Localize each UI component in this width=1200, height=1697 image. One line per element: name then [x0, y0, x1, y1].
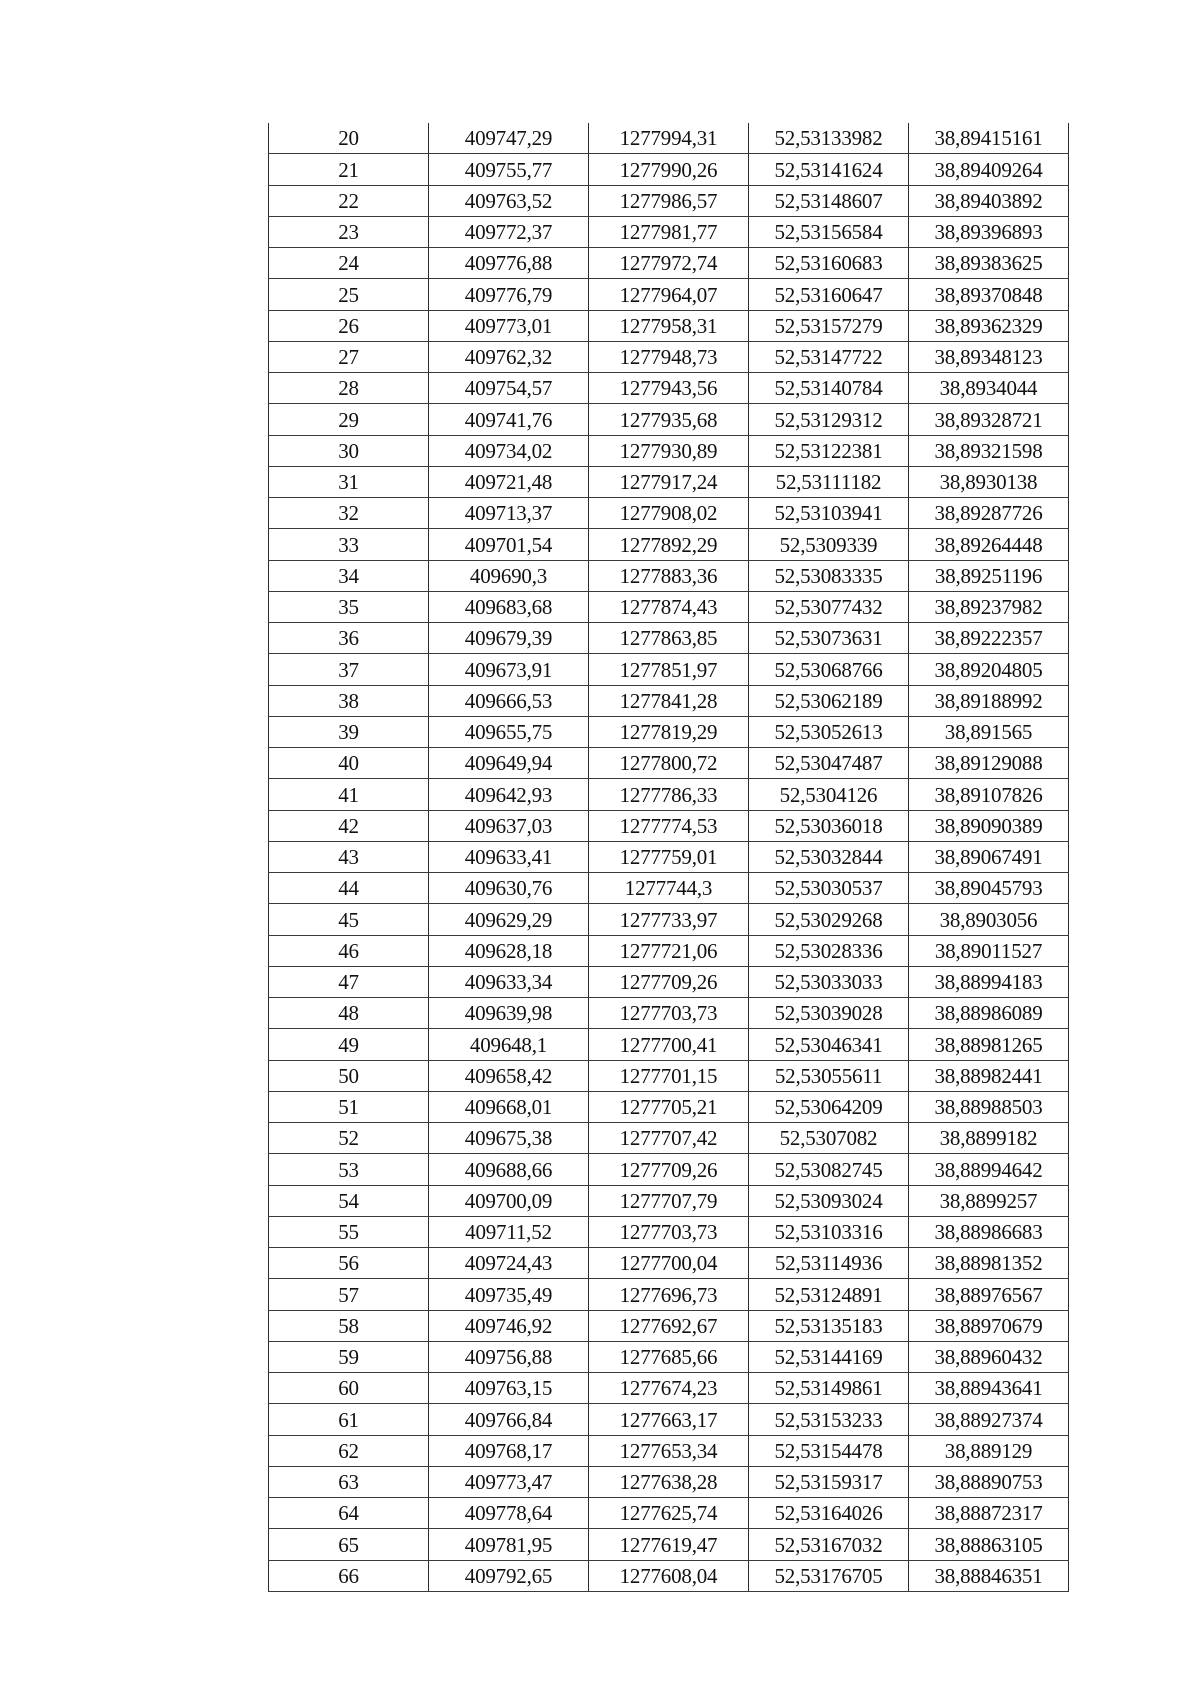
- latitude-cell: 52,53141624: [749, 154, 909, 185]
- point-number-cell: 21: [269, 154, 429, 185]
- x-coordinate-cell: 409766,84: [429, 1404, 589, 1435]
- point-number-cell: 60: [269, 1373, 429, 1404]
- latitude-cell: 52,53140784: [749, 373, 909, 404]
- y-coordinate-cell: 1277709,26: [589, 1154, 749, 1185]
- table-row: [269, 810, 1069, 841]
- y-coordinate-cell: 1277863,85: [589, 623, 749, 654]
- point-number-cell: 23: [269, 216, 429, 247]
- x-coordinate-cell: 409633,34: [429, 966, 589, 997]
- y-coordinate-cell: 1277908,02: [589, 498, 749, 529]
- x-coordinate-cell: 409724,43: [429, 1248, 589, 1279]
- latitude-cell: 52,53160683: [749, 248, 909, 279]
- y-coordinate-cell: 1277709,26: [589, 966, 749, 997]
- table-row: [269, 1373, 1069, 1404]
- y-coordinate-cell: 1277851,97: [589, 654, 749, 685]
- longitude-cell: 38,88927374: [909, 1404, 1069, 1435]
- y-coordinate-cell: 1277800,72: [589, 748, 749, 779]
- x-coordinate-cell: 409637,03: [429, 810, 589, 841]
- table-row: [269, 185, 1069, 216]
- longitude-cell: 38,89011527: [909, 935, 1069, 966]
- x-coordinate-cell: 409735,49: [429, 1279, 589, 1310]
- longitude-cell: 38,89067491: [909, 841, 1069, 872]
- latitude-cell: 52,53164026: [749, 1498, 909, 1529]
- point-number-cell: 22: [269, 185, 429, 216]
- longitude-cell: 38,89321598: [909, 435, 1069, 466]
- longitude-cell: 38,88976567: [909, 1279, 1069, 1310]
- x-coordinate-cell: 409741,76: [429, 404, 589, 435]
- y-coordinate-cell: 1277700,41: [589, 1029, 749, 1060]
- y-coordinate-cell: 1277608,04: [589, 1560, 749, 1591]
- longitude-cell: 38,8899257: [909, 1185, 1069, 1216]
- longitude-cell: 38,89107826: [909, 779, 1069, 810]
- longitude-cell: 38,88890753: [909, 1466, 1069, 1497]
- longitude-cell: 38,8903056: [909, 904, 1069, 935]
- longitude-cell: 38,88981352: [909, 1248, 1069, 1279]
- longitude-cell: 38,89348123: [909, 341, 1069, 372]
- latitude-cell: 52,53148607: [749, 185, 909, 216]
- latitude-cell: 52,53144169: [749, 1341, 909, 1372]
- longitude-cell: 38,88846351: [909, 1560, 1069, 1591]
- longitude-cell: 38,89188992: [909, 685, 1069, 716]
- table-row: [269, 966, 1069, 997]
- longitude-cell: 38,88988503: [909, 1091, 1069, 1122]
- x-coordinate-cell: 409701,54: [429, 529, 589, 560]
- point-number-cell: 45: [269, 904, 429, 935]
- longitude-cell: 38,88872317: [909, 1498, 1069, 1529]
- table-row: [269, 1466, 1069, 1497]
- table-row: [269, 1185, 1069, 1216]
- x-coordinate-cell: 409773,47: [429, 1466, 589, 1497]
- table-row: [269, 216, 1069, 247]
- point-number-cell: 58: [269, 1310, 429, 1341]
- y-coordinate-cell: 1277705,21: [589, 1091, 749, 1122]
- latitude-cell: 52,53033033: [749, 966, 909, 997]
- latitude-cell: 52,53036018: [749, 810, 909, 841]
- longitude-cell: 38,89204805: [909, 654, 1069, 685]
- point-number-cell: 43: [269, 841, 429, 872]
- point-number-cell: 20: [269, 123, 429, 154]
- table-row: [269, 935, 1069, 966]
- longitude-cell: 38,8930138: [909, 466, 1069, 497]
- point-number-cell: 32: [269, 498, 429, 529]
- x-coordinate-cell: 409763,52: [429, 185, 589, 216]
- longitude-cell: 38,89383625: [909, 248, 1069, 279]
- longitude-cell: 38,89287726: [909, 498, 1069, 529]
- longitude-cell: 38,88994183: [909, 966, 1069, 997]
- x-coordinate-cell: 409629,29: [429, 904, 589, 935]
- y-coordinate-cell: 1277696,73: [589, 1279, 749, 1310]
- point-number-cell: 61: [269, 1404, 429, 1435]
- y-coordinate-cell: 1277943,56: [589, 373, 749, 404]
- y-coordinate-cell: 1277744,3: [589, 873, 749, 904]
- table-row: [269, 1279, 1069, 1310]
- table-row: [269, 654, 1069, 685]
- table-row: [269, 248, 1069, 279]
- x-coordinate-cell: 409639,98: [429, 998, 589, 1029]
- point-number-cell: 31: [269, 466, 429, 497]
- table-row: [269, 716, 1069, 747]
- point-number-cell: 24: [269, 248, 429, 279]
- point-number-cell: 34: [269, 560, 429, 591]
- table-row: [269, 1560, 1069, 1591]
- point-number-cell: 66: [269, 1560, 429, 1591]
- longitude-cell: 38,89045793: [909, 873, 1069, 904]
- point-number-cell: 64: [269, 1498, 429, 1529]
- table-row: [269, 1123, 1069, 1154]
- point-number-cell: 29: [269, 404, 429, 435]
- x-coordinate-cell: 409658,42: [429, 1060, 589, 1091]
- x-coordinate-cell: 409628,18: [429, 935, 589, 966]
- table-row: [269, 1060, 1069, 1091]
- x-coordinate-cell: 409792,65: [429, 1560, 589, 1591]
- x-coordinate-cell: 409762,32: [429, 341, 589, 372]
- point-number-cell: 33: [269, 529, 429, 560]
- point-number-cell: 55: [269, 1216, 429, 1247]
- x-coordinate-cell: 409763,15: [429, 1373, 589, 1404]
- point-number-cell: 63: [269, 1466, 429, 1497]
- latitude-cell: 52,53055611: [749, 1060, 909, 1091]
- y-coordinate-cell: 1277972,74: [589, 248, 749, 279]
- longitude-cell: 38,8899182: [909, 1123, 1069, 1154]
- point-number-cell: 37: [269, 654, 429, 685]
- longitude-cell: 38,88970679: [909, 1310, 1069, 1341]
- longitude-cell: 38,88863105: [909, 1529, 1069, 1560]
- latitude-cell: 52,53093024: [749, 1185, 909, 1216]
- table-row: [269, 779, 1069, 810]
- x-coordinate-cell: 409746,92: [429, 1310, 589, 1341]
- x-coordinate-cell: 409630,76: [429, 873, 589, 904]
- point-number-cell: 57: [269, 1279, 429, 1310]
- y-coordinate-cell: 1277883,36: [589, 560, 749, 591]
- table-row: [269, 1154, 1069, 1185]
- y-coordinate-cell: 1277930,89: [589, 435, 749, 466]
- latitude-cell: 52,53156584: [749, 216, 909, 247]
- longitude-cell: 38,88986089: [909, 998, 1069, 1029]
- longitude-cell: 38,89328721: [909, 404, 1069, 435]
- y-coordinate-cell: 1277786,33: [589, 779, 749, 810]
- x-coordinate-cell: 409713,37: [429, 498, 589, 529]
- longitude-cell: 38,88986683: [909, 1216, 1069, 1247]
- latitude-cell: 52,53111182: [749, 466, 909, 497]
- y-coordinate-cell: 1277721,06: [589, 935, 749, 966]
- y-coordinate-cell: 1277707,79: [589, 1185, 749, 1216]
- y-coordinate-cell: 1277619,47: [589, 1529, 749, 1560]
- table-row: [269, 873, 1069, 904]
- longitude-cell: 38,89370848: [909, 279, 1069, 310]
- latitude-cell: 52,53167032: [749, 1529, 909, 1560]
- point-number-cell: 51: [269, 1091, 429, 1122]
- latitude-cell: 52,53028336: [749, 935, 909, 966]
- y-coordinate-cell: 1277892,29: [589, 529, 749, 560]
- table-row: [269, 498, 1069, 529]
- table-row: [269, 310, 1069, 341]
- y-coordinate-cell: 1277685,66: [589, 1341, 749, 1372]
- coordinates-table-body: [269, 123, 1069, 1591]
- latitude-cell: 52,53077432: [749, 591, 909, 622]
- latitude-cell: 52,5309339: [749, 529, 909, 560]
- latitude-cell: 52,53153233: [749, 1404, 909, 1435]
- point-number-cell: 28: [269, 373, 429, 404]
- longitude-cell: 38,89090389: [909, 810, 1069, 841]
- y-coordinate-cell: 1277701,15: [589, 1060, 749, 1091]
- x-coordinate-cell: 409688,66: [429, 1154, 589, 1185]
- x-coordinate-cell: 409648,1: [429, 1029, 589, 1060]
- table-row: [269, 904, 1069, 935]
- table-row: [269, 1248, 1069, 1279]
- table-row: [269, 623, 1069, 654]
- latitude-cell: 52,53149861: [749, 1373, 909, 1404]
- latitude-cell: 52,53147722: [749, 341, 909, 372]
- x-coordinate-cell: 409690,3: [429, 560, 589, 591]
- table-row: [269, 748, 1069, 779]
- table-row: [269, 373, 1069, 404]
- latitude-cell: 52,53073631: [749, 623, 909, 654]
- table-row: [269, 1029, 1069, 1060]
- latitude-cell: 52,53159317: [749, 1466, 909, 1497]
- x-coordinate-cell: 409649,94: [429, 748, 589, 779]
- point-number-cell: 48: [269, 998, 429, 1029]
- x-coordinate-cell: 409700,09: [429, 1185, 589, 1216]
- point-number-cell: 65: [269, 1529, 429, 1560]
- point-number-cell: 30: [269, 435, 429, 466]
- point-number-cell: 27: [269, 341, 429, 372]
- table-row: [269, 1404, 1069, 1435]
- point-number-cell: 35: [269, 591, 429, 622]
- longitude-cell: 38,88981265: [909, 1029, 1069, 1060]
- y-coordinate-cell: 1277917,24: [589, 466, 749, 497]
- point-number-cell: 39: [269, 716, 429, 747]
- y-coordinate-cell: 1277733,97: [589, 904, 749, 935]
- point-number-cell: 54: [269, 1185, 429, 1216]
- y-coordinate-cell: 1277964,07: [589, 279, 749, 310]
- latitude-cell: 52,53160647: [749, 279, 909, 310]
- table-row: [269, 1216, 1069, 1247]
- y-coordinate-cell: 1277948,73: [589, 341, 749, 372]
- latitude-cell: 52,53176705: [749, 1560, 909, 1591]
- y-coordinate-cell: 1277819,29: [589, 716, 749, 747]
- x-coordinate-cell: 409666,53: [429, 685, 589, 716]
- point-number-cell: 41: [269, 779, 429, 810]
- table-row: [269, 1529, 1069, 1560]
- table-row: [269, 341, 1069, 372]
- point-number-cell: 42: [269, 810, 429, 841]
- latitude-cell: 52,53114936: [749, 1248, 909, 1279]
- point-number-cell: 40: [269, 748, 429, 779]
- latitude-cell: 52,5304126: [749, 779, 909, 810]
- point-number-cell: 44: [269, 873, 429, 904]
- x-coordinate-cell: 409675,38: [429, 1123, 589, 1154]
- point-number-cell: 36: [269, 623, 429, 654]
- latitude-cell: 52,53047487: [749, 748, 909, 779]
- longitude-cell: 38,8934044: [909, 373, 1069, 404]
- longitude-cell: 38,89222357: [909, 623, 1069, 654]
- y-coordinate-cell: 1277874,43: [589, 591, 749, 622]
- y-coordinate-cell: 1277692,67: [589, 1310, 749, 1341]
- y-coordinate-cell: 1277994,31: [589, 123, 749, 154]
- table-row: [269, 466, 1069, 497]
- x-coordinate-cell: 409772,37: [429, 216, 589, 247]
- y-coordinate-cell: 1277703,73: [589, 998, 749, 1029]
- latitude-cell: 52,53083335: [749, 560, 909, 591]
- latitude-cell: 52,53030537: [749, 873, 909, 904]
- x-coordinate-cell: 409711,52: [429, 1216, 589, 1247]
- longitude-cell: 38,89409264: [909, 154, 1069, 185]
- point-number-cell: 52: [269, 1123, 429, 1154]
- table-row: [269, 154, 1069, 185]
- point-number-cell: 53: [269, 1154, 429, 1185]
- latitude-cell: 52,53068766: [749, 654, 909, 685]
- latitude-cell: 52,5307082: [749, 1123, 909, 1154]
- latitude-cell: 52,53103316: [749, 1216, 909, 1247]
- table-row: [269, 529, 1069, 560]
- y-coordinate-cell: 1277841,28: [589, 685, 749, 716]
- x-coordinate-cell: 409679,39: [429, 623, 589, 654]
- y-coordinate-cell: 1277958,31: [589, 310, 749, 341]
- point-number-cell: 62: [269, 1435, 429, 1466]
- x-coordinate-cell: 409655,75: [429, 716, 589, 747]
- latitude-cell: 52,53157279: [749, 310, 909, 341]
- y-coordinate-cell: 1277703,73: [589, 1216, 749, 1247]
- x-coordinate-cell: 409768,17: [429, 1435, 589, 1466]
- table-row: [269, 123, 1069, 154]
- table-row: [269, 1310, 1069, 1341]
- y-coordinate-cell: 1277981,77: [589, 216, 749, 247]
- point-number-cell: 46: [269, 935, 429, 966]
- longitude-cell: 38,88960432: [909, 1341, 1069, 1372]
- y-coordinate-cell: 1277674,23: [589, 1373, 749, 1404]
- point-number-cell: 56: [269, 1248, 429, 1279]
- latitude-cell: 52,53046341: [749, 1029, 909, 1060]
- coordinates-table: [268, 123, 1069, 1592]
- table-row: [269, 435, 1069, 466]
- latitude-cell: 52,53062189: [749, 685, 909, 716]
- y-coordinate-cell: 1277774,53: [589, 810, 749, 841]
- latitude-cell: 52,53129312: [749, 404, 909, 435]
- x-coordinate-cell: 409755,77: [429, 154, 589, 185]
- x-coordinate-cell: 409773,01: [429, 310, 589, 341]
- x-coordinate-cell: 409668,01: [429, 1091, 589, 1122]
- latitude-cell: 52,53032844: [749, 841, 909, 872]
- x-coordinate-cell: 409633,41: [429, 841, 589, 872]
- point-number-cell: 59: [269, 1341, 429, 1372]
- table-row: [269, 841, 1069, 872]
- y-coordinate-cell: 1277700,04: [589, 1248, 749, 1279]
- x-coordinate-cell: 409754,57: [429, 373, 589, 404]
- longitude-cell: 38,89362329: [909, 310, 1069, 341]
- longitude-cell: 38,89129088: [909, 748, 1069, 779]
- y-coordinate-cell: 1277986,57: [589, 185, 749, 216]
- table-row: [269, 1435, 1069, 1466]
- latitude-cell: 52,53029268: [749, 904, 909, 935]
- longitude-cell: 38,88943641: [909, 1373, 1069, 1404]
- point-number-cell: 50: [269, 1060, 429, 1091]
- longitude-cell: 38,89415161: [909, 123, 1069, 154]
- y-coordinate-cell: 1277638,28: [589, 1466, 749, 1497]
- x-coordinate-cell: 409776,79: [429, 279, 589, 310]
- y-coordinate-cell: 1277653,34: [589, 1435, 749, 1466]
- y-coordinate-cell: 1277759,01: [589, 841, 749, 872]
- longitude-cell: 38,891565: [909, 716, 1069, 747]
- table-row: [269, 685, 1069, 716]
- longitude-cell: 38,889129: [909, 1435, 1069, 1466]
- table-row: [269, 279, 1069, 310]
- table-row: [269, 560, 1069, 591]
- latitude-cell: 52,53124891: [749, 1279, 909, 1310]
- y-coordinate-cell: 1277990,26: [589, 154, 749, 185]
- longitude-cell: 38,89264448: [909, 529, 1069, 560]
- latitude-cell: 52,53064209: [749, 1091, 909, 1122]
- x-coordinate-cell: 409683,68: [429, 591, 589, 622]
- point-number-cell: 47: [269, 966, 429, 997]
- x-coordinate-cell: 409642,93: [429, 779, 589, 810]
- table-row: [269, 1341, 1069, 1372]
- point-number-cell: 26: [269, 310, 429, 341]
- y-coordinate-cell: 1277935,68: [589, 404, 749, 435]
- longitude-cell: 38,89237982: [909, 591, 1069, 622]
- latitude-cell: 52,53039028: [749, 998, 909, 1029]
- x-coordinate-cell: 409776,88: [429, 248, 589, 279]
- point-number-cell: 38: [269, 685, 429, 716]
- x-coordinate-cell: 409781,95: [429, 1529, 589, 1560]
- x-coordinate-cell: 409721,48: [429, 466, 589, 497]
- table-row: [269, 998, 1069, 1029]
- latitude-cell: 52,53154478: [749, 1435, 909, 1466]
- latitude-cell: 52,53135183: [749, 1310, 909, 1341]
- point-number-cell: 25: [269, 279, 429, 310]
- latitude-cell: 52,53103941: [749, 498, 909, 529]
- latitude-cell: 52,53133982: [749, 123, 909, 154]
- longitude-cell: 38,88994642: [909, 1154, 1069, 1185]
- longitude-cell: 38,88982441: [909, 1060, 1069, 1091]
- latitude-cell: 52,53122381: [749, 435, 909, 466]
- x-coordinate-cell: 409778,64: [429, 1498, 589, 1529]
- point-number-cell: 49: [269, 1029, 429, 1060]
- latitude-cell: 52,53052613: [749, 716, 909, 747]
- y-coordinate-cell: 1277663,17: [589, 1404, 749, 1435]
- longitude-cell: 38,89403892: [909, 185, 1069, 216]
- x-coordinate-cell: 409734,02: [429, 435, 589, 466]
- table-row: [269, 404, 1069, 435]
- table-row: [269, 1498, 1069, 1529]
- longitude-cell: 38,89396893: [909, 216, 1069, 247]
- x-coordinate-cell: 409756,88: [429, 1341, 589, 1372]
- table-row: [269, 1091, 1069, 1122]
- longitude-cell: 38,89251196: [909, 560, 1069, 591]
- x-coordinate-cell: 409673,91: [429, 654, 589, 685]
- latitude-cell: 52,53082745: [749, 1154, 909, 1185]
- y-coordinate-cell: 1277625,74: [589, 1498, 749, 1529]
- table-row: [269, 591, 1069, 622]
- y-coordinate-cell: 1277707,42: [589, 1123, 749, 1154]
- x-coordinate-cell: 409747,29: [429, 123, 589, 154]
